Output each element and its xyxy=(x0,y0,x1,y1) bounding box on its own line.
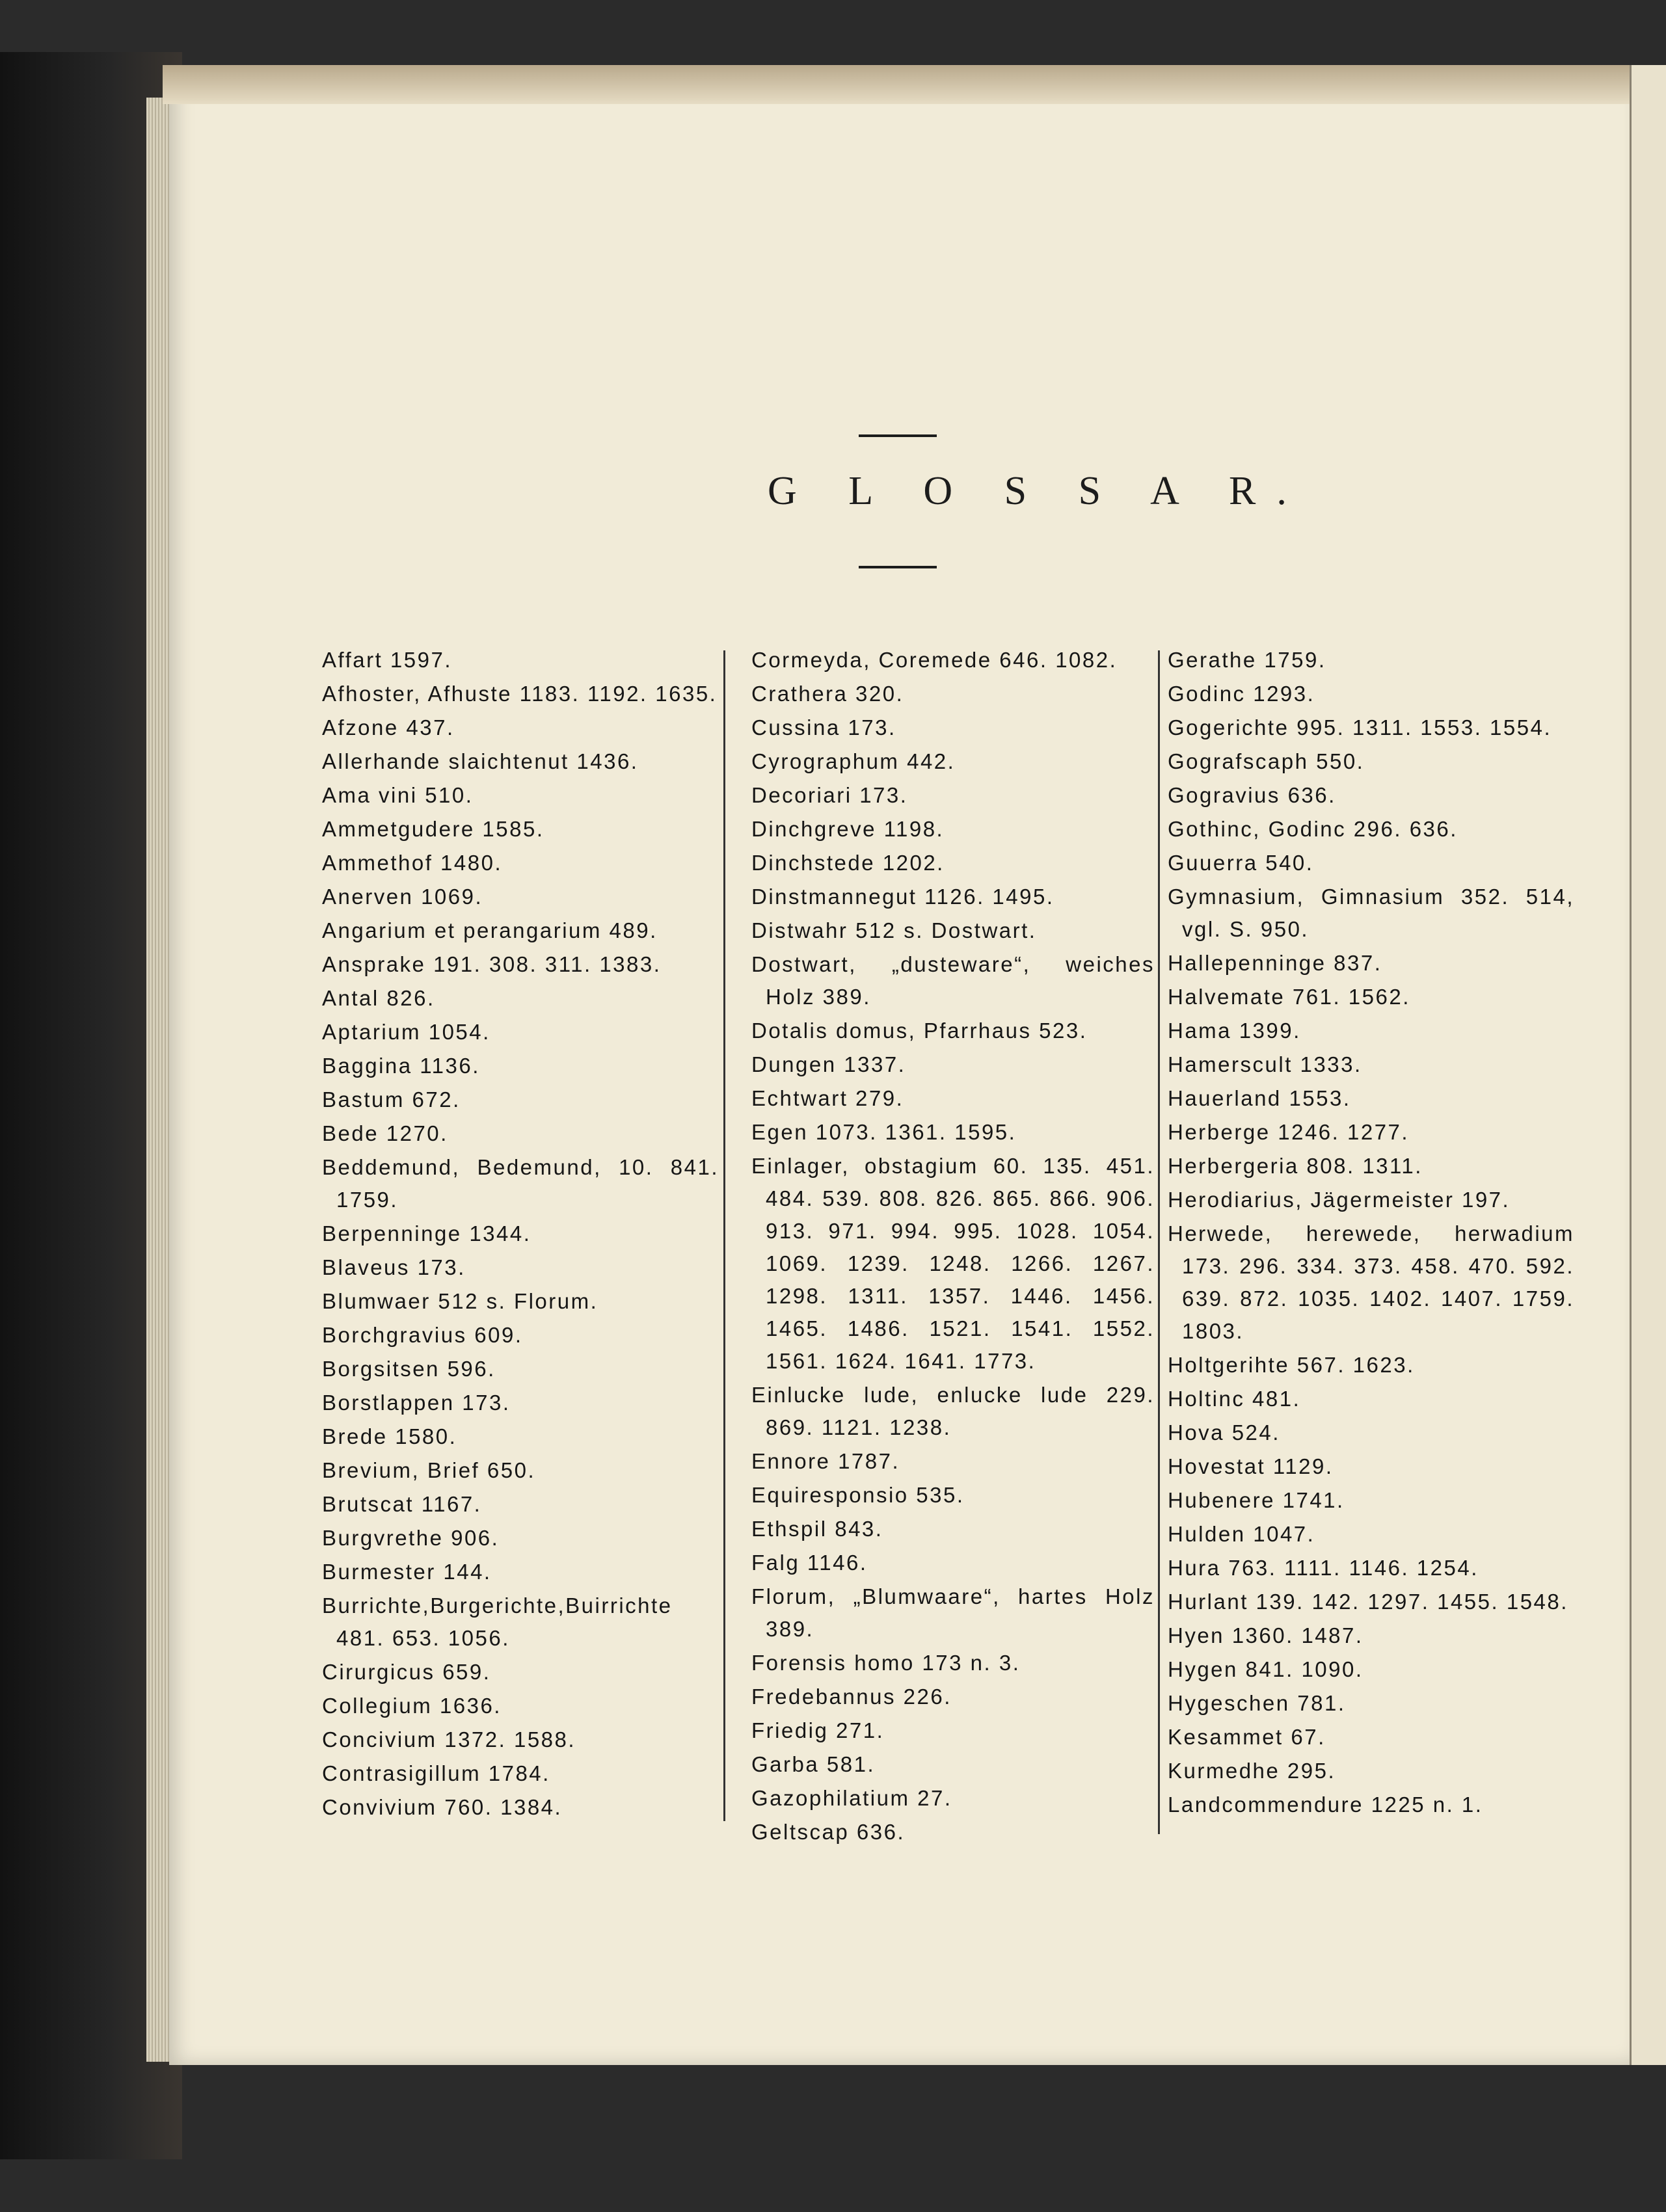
glossary-entry: Beddemund, Bedemund, 10. 841. 1759. xyxy=(322,1155,719,1212)
glossary-entry: Dostwart, „dusteware“, weiches Holz 389. xyxy=(751,952,1155,1009)
glossary-entry: Ammethof 1480. xyxy=(322,851,503,875)
glossary-entry: Ennore 1787. xyxy=(751,1449,900,1473)
glossary-entry: Cyrographum 442. xyxy=(751,749,956,773)
glossary-entry: Aptarium 1054. xyxy=(322,1020,490,1044)
glossary-entry: Herwede, herewede, herwadium 173. 296. 334. 373. 458. 470. 592. 639. 872. 1035. 1402. 1407. 1759. 1803. xyxy=(1168,1221,1574,1343)
glossary-entry: Kesammet 67. xyxy=(1168,1725,1326,1749)
glossary-entry: Guuerra 540. xyxy=(1168,851,1314,875)
glossary-entry: Einlager, obstagium 60. 135. 451. 484. 539. 808. 826. 865. 866. 906. 913. 971. 994. 995. 1028. 1054. 1069. 1239. 1248. 1266. 1267. 1298. 1311. 1357. 1446. 1456. 1465. 1486. 1521. 1541. 1552. 1561. 1624. 1641. 1773. xyxy=(751,1154,1155,1373)
glossary-entry: Fredebannus 226. xyxy=(751,1685,952,1709)
glossary-entry: Hama 1399. xyxy=(1168,1019,1301,1043)
glossary-entry: Egen 1073. 1361. 1595. xyxy=(751,1120,1017,1144)
glossary-entry: Herodiarius, Jägermeister 197. xyxy=(1168,1188,1511,1212)
glossary-entry: Baggina 1136. xyxy=(322,1054,480,1078)
glossary-entry: Brede 1580. xyxy=(322,1424,457,1448)
glossary-entry: Borstlappen 173. xyxy=(322,1391,511,1415)
glossary-entry: Hura 763. 1111. 1146. 1254. xyxy=(1168,1556,1479,1580)
glossary-entry: Affart 1597. xyxy=(322,648,453,672)
glossary-entry: Concivium 1372. 1588. xyxy=(322,1727,576,1752)
glossary-entry: Afzone 437. xyxy=(322,715,455,740)
glossary-entry: Garba 581. xyxy=(751,1752,876,1776)
glossary-entry: Forensis homo 173 n. 3. xyxy=(751,1651,1021,1675)
glossary-entry: Blaveus 173. xyxy=(322,1255,466,1279)
glossary-entry: Hygen 841. 1090. xyxy=(1168,1657,1364,1681)
glossary-entry: Hovestat 1129. xyxy=(1168,1454,1334,1478)
glossary-column-2 xyxy=(751,644,1155,1850)
glossary-column-1 xyxy=(322,644,719,1825)
glossary-entry: Bede 1270. xyxy=(322,1121,448,1145)
title-rule-top xyxy=(859,434,937,437)
glossary-entry: Hurlant 139. 142. 1297. 1455. 1548. xyxy=(1168,1590,1568,1614)
glossary-entry: Ama vini 510. xyxy=(322,783,474,807)
glossary-entry: Dinchstede 1202. xyxy=(751,851,945,875)
glossary-entry: Hygeschen 781. xyxy=(1168,1691,1346,1715)
glossary-entry: Gymnasium, Gimnasium 352. 514, vgl. S. 950. xyxy=(1168,885,1574,941)
glossary-entry: Holtgerihte 567. 1623. xyxy=(1168,1353,1415,1377)
glossary-entry: Decoriari 173. xyxy=(751,783,908,807)
glossary-entry: Gazophilatium 27. xyxy=(751,1786,952,1810)
glossary-entry: Burrichte,Burgerichte,Buirrichte 481. 653. 1056. xyxy=(322,1593,673,1650)
glossary-entry: Gografscaph 550. xyxy=(1168,749,1365,773)
glossary-entry: Afhoster, Afhuste 1183. 1192. 1635. xyxy=(322,682,718,706)
glossary-entry: Bastum 672. xyxy=(322,1087,461,1112)
glossary-entry: Borchgravius 609. xyxy=(322,1323,523,1347)
title-rule-bottom xyxy=(859,566,937,568)
glossary-entry: Convivium 760. 1384. xyxy=(322,1795,563,1819)
glossary-entry: Equiresponsio 535. xyxy=(751,1483,965,1507)
glossary-entry: Antal 826. xyxy=(322,986,435,1010)
glossary-entry: Gogerichte 995. 1311. 1553. 1554. xyxy=(1168,715,1552,740)
glossary-entry: Anerven 1069. xyxy=(322,885,483,909)
page-top-edge xyxy=(163,65,1633,104)
glossary-entry: Burmester 144. xyxy=(322,1560,492,1584)
glossary-entry: Halvemate 761. 1562. xyxy=(1168,985,1410,1009)
glossary-entry: Herberge 1246. 1277. xyxy=(1168,1120,1410,1144)
glossary-entry: Ethspil 843. xyxy=(751,1517,883,1541)
glossary-entry: Landcommendure 1225 n. 1. xyxy=(1168,1792,1483,1817)
glossary-entry: Hubenere 1741. xyxy=(1168,1488,1345,1512)
glossary-entry: Cussina 173. xyxy=(751,715,896,740)
glossary-entry: Dinchgreve 1198. xyxy=(751,817,945,841)
glossary-entry: Dungen 1337. xyxy=(751,1052,906,1076)
column-divider xyxy=(723,650,725,1821)
glossary-entry: Brutscat 1167. xyxy=(322,1492,482,1516)
glossary-entry: Holtinc 481. xyxy=(1168,1387,1301,1411)
glossary-entry: Burgvrethe 906. xyxy=(322,1526,500,1550)
glossary-entry: Kurmedhe 295. xyxy=(1168,1759,1336,1783)
glossary-entry: Hulden 1047. xyxy=(1168,1522,1315,1546)
page-title: G L O S S A R. xyxy=(768,469,1308,513)
glossary-entry: Gogravius 636. xyxy=(1168,783,1336,807)
glossary-entry: Berpenninge 1344. xyxy=(322,1221,531,1246)
glossary-entry: Distwahr 512 s. Dostwart. xyxy=(751,918,1037,942)
glossary-entry: Cormeyda, Coremede 646. 1082. xyxy=(751,648,1118,672)
glossary-entry: Ansprake 191. 308. 311. 1383. xyxy=(322,952,662,976)
glossary-entry: Blumwaer 512 s. Florum. xyxy=(322,1289,598,1313)
column-divider xyxy=(1158,650,1160,1834)
glossary-entry: Hova 524. xyxy=(1168,1420,1280,1445)
glossary-entry: Ammetgudere 1585. xyxy=(322,817,544,841)
glossary-entry: Angarium et perangarium 489. xyxy=(322,918,658,942)
glossary-entry: Hauerland 1553. xyxy=(1168,1086,1351,1110)
glossary-entry: Collegium 1636. xyxy=(322,1694,502,1718)
glossary-column-3 xyxy=(1168,644,1574,1822)
glossary-entry: Dinstmannegut 1126. 1495. xyxy=(751,885,1055,909)
glossary-entry: Cirurgicus 659. xyxy=(322,1660,491,1684)
next-page-edge xyxy=(1630,65,1666,2065)
glossary-entry: Hallepenninge 837. xyxy=(1168,951,1382,975)
glossary-entry: Hyen 1360. 1487. xyxy=(1168,1623,1364,1647)
glossary-entry: Dotalis domus, Pfarrhaus 523. xyxy=(751,1019,1088,1043)
glossary-entry: Falg 1146. xyxy=(751,1551,868,1575)
glossary-entry: Borgsitsen 596. xyxy=(322,1357,496,1381)
glossary-entry: Friedig 271. xyxy=(751,1718,885,1742)
glossary-entry: Brevium, Brief 650. xyxy=(322,1458,536,1482)
glossary-entry: Geltscap 636. xyxy=(751,1820,906,1844)
glossary-entry: Crathera 320. xyxy=(751,682,904,706)
glossary-entry: Godinc 1293. xyxy=(1168,682,1315,706)
glossary-entry: Gothinc, Godinc 296. 636. xyxy=(1168,817,1458,841)
glossary-entry: Allerhande slaichtenut 1436. xyxy=(322,749,639,773)
glossary-entry: Gerathe 1759. xyxy=(1168,648,1326,672)
glossary-entry: Herbergeria 808. 1311. xyxy=(1168,1154,1423,1178)
glossary-entry: Hamerscult 1333. xyxy=(1168,1052,1362,1076)
glossary-entry: Einlucke lude, enlucke lude 229. 869. 1121. 1238. xyxy=(751,1383,1155,1439)
glossary-entry: Contrasigillum 1784. xyxy=(322,1761,550,1785)
glossary-entry: Florum, „Blumwaare“, hartes Holz 389. xyxy=(751,1584,1155,1641)
glossary-entry: Echtwart 279. xyxy=(751,1086,904,1110)
